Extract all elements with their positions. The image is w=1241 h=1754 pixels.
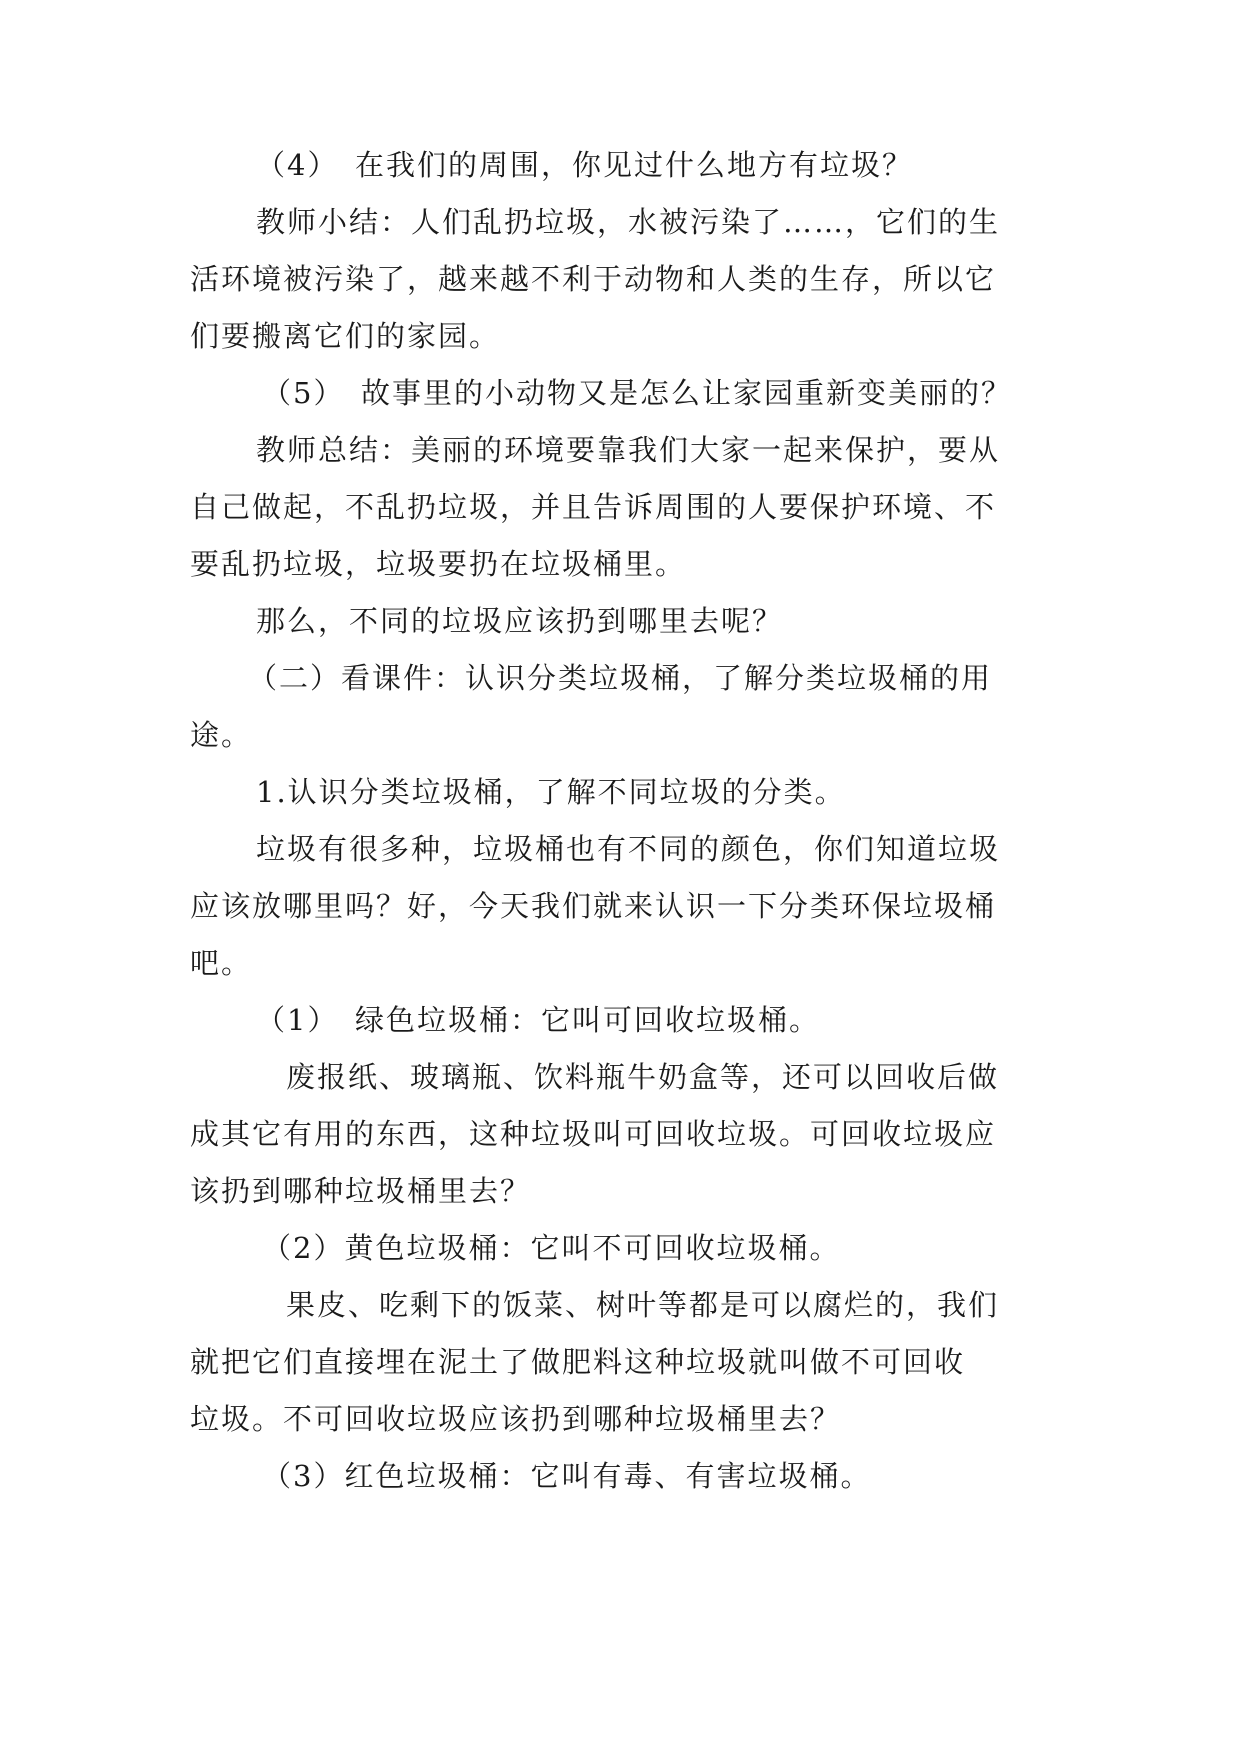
text-line-4: 们要搬离它们的家园。 — [190, 319, 501, 353]
text-line-18: 成其它有用的东西，这种垃圾叫可回收垃圾。可回收垃圾应 — [190, 1117, 997, 1151]
text-line-10: （二）看课件：认识分类垃圾桶，了解分类垃圾桶的用 — [248, 661, 993, 695]
text-line-23: 垃圾。不可回收垃圾应该扔到哪种垃圾桶里去？ — [190, 1402, 842, 1436]
text-line-13: 垃圾有很多种，垃圾桶也有不同的颜色，你们知道垃圾 — [256, 832, 1001, 866]
text-line-24: （3）红色垃圾桶：它叫有毒、有害垃圾桶。 — [262, 1459, 872, 1493]
text-line-8: 要乱扔垃圾，垃圾要扔在垃圾桶里。 — [190, 547, 687, 581]
text-line-2: 教师小结：人们乱扔垃圾，水被污染了……，它们的生 — [256, 205, 1001, 239]
text-line-12: 1.认识分类垃圾桶，了解不同垃圾的分类。 — [256, 775, 846, 809]
text-line-19: 该扔到哪种垃圾桶里去？ — [190, 1174, 532, 1208]
text-line-9: 那么，不同的垃圾应该扔到哪里去呢？ — [256, 604, 784, 638]
text-line-7: 自己做起，不乱扔垃圾，并且告诉周围的人要保护环境、不 — [190, 490, 997, 524]
text-line-3: 活环境被污染了，越来越不利于动物和人类的生存，所以它 — [190, 262, 997, 296]
text-line-5: （5） 故事里的小动物又是怎么让家园重新变美丽的？ — [262, 376, 1012, 410]
text-line-1: （4） 在我们的周围，你见过什么地方有垃圾？ — [256, 148, 913, 182]
text-line-14: 应该放哪里吗？好，今天我们就来认识一下分类环保垃圾桶 — [190, 889, 997, 923]
text-line-11: 途。 — [190, 718, 253, 752]
text-line-16: （1） 绿色垃圾桶：它叫可回收垃圾桶。 — [256, 1003, 820, 1037]
text-line-15: 吧。 — [190, 946, 253, 980]
text-line-6: 教师总结：美丽的环境要靠我们大家一起来保护，要从 — [256, 433, 1001, 467]
text-line-20: （2）黄色垃圾桶：它叫不可回收垃圾桶。 — [262, 1231, 841, 1265]
text-line-22: 就把它们直接埋在泥土了做肥料这种垃圾就叫做不可回收 — [190, 1345, 966, 1379]
text-line-17: 废报纸、玻璃瓶、饮料瓶牛奶盒等，还可以回收后做 — [286, 1060, 1000, 1094]
text-line-21: 果皮、吃剩下的饭菜、树叶等都是可以腐烂的，我们 — [286, 1288, 1000, 1322]
